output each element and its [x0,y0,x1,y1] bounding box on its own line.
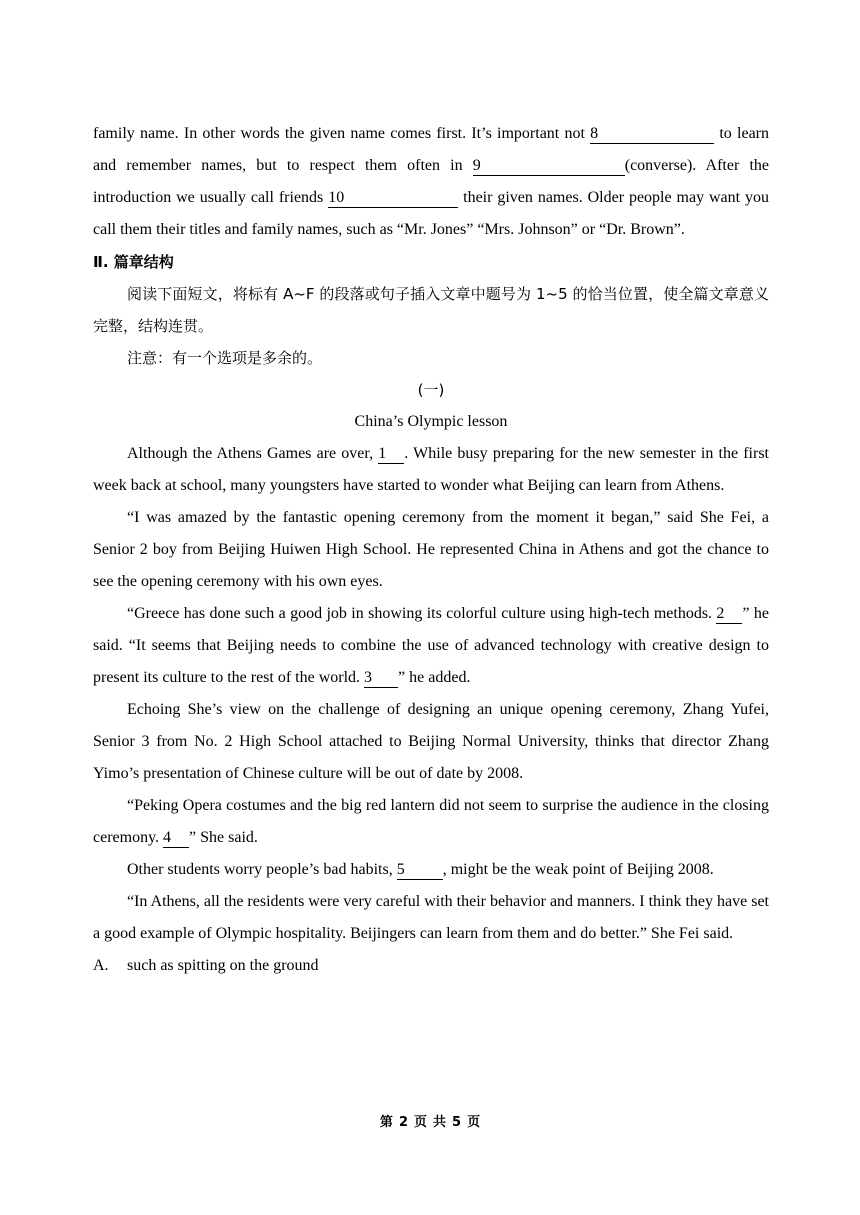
paragraph-text: . While busy preparing for the new semester in the first week back at school, many youngsters have started to wonder what Beijing can learn from Athens. [93,445,769,494]
footer-text: 共 [433,1115,447,1130]
paragraph-text: “Greece has done such a good job in showing its colorful culture using high-tech methods. [127,605,717,622]
blank-8[interactable] [590,125,714,144]
blank-4[interactable] [163,829,189,848]
article-paragraph-7: “In Athens, all the residents were very careful with their behavior and manners. I think they have set a good example of Olympic hospitality. Beijingers can learn from them and do better.” She Fei said. [93,893,769,942]
page-number: 2 [398,1115,408,1130]
blank-1[interactable] [378,445,404,464]
blank-5[interactable] [397,861,443,880]
blank-number: 10 [328,189,345,206]
footer-text: 页 [413,1115,427,1130]
option-a[interactable] [93,950,769,982]
passage-text: their given names. Older people may want you call them their titles and family names, such as “Mr. Jones” “Mrs. Johnson” or “Dr. Brown”. [93,189,770,238]
paragraph-text: , might be the weak point of Beijing 2008. [442,861,714,878]
blank-10[interactable] [328,189,458,208]
section-instruction: 阅读下面短文，将标有 A~F 的段落或句子插入文章中题号为 1~5 的恰当位置，使全篇文章意义完整，结构连贯。 [93,285,769,335]
paragraph-text: Other students worry people’s bad habits, [127,861,397,878]
blank-number: 8 [590,125,599,142]
article-paragraph-1 [93,438,769,502]
article-title: China’s Olympic lesson [354,413,508,430]
page-footer [0,1113,860,1133]
passage-text: (converse). After the introduction we usually call friends [93,157,769,206]
article-paragraph-6 [93,854,769,886]
total-pages: 5 [452,1115,462,1130]
option-text: such as spitting on the ground [127,957,319,974]
blank-number: 1 [378,445,387,462]
section-note: 注意：有一个选项是多余的。 [127,349,323,367]
passage-continuation [93,118,769,246]
blank-number: 9 [472,157,481,174]
option-label: A. [93,957,109,974]
paragraph-text: ” he said. “It seems that Beijing needs to combine the use of advanced technology with creative design to present its culture to the rest of the world. [93,605,769,686]
blank-9[interactable] [473,157,625,176]
paragraph-text: ” She said. [189,829,258,846]
part-label: (一) [417,381,445,399]
blank-2[interactable] [716,605,742,624]
footer-text: 页 [467,1115,481,1130]
blank-number: 2 [716,605,725,622]
article-paragraph-3 [93,598,769,694]
footer-text: 第 [379,1115,393,1130]
blank-3[interactable] [364,669,398,688]
passage-text: family name. In other words the given name comes first. It’s important not [93,125,591,142]
article-paragraph-5 [93,790,769,854]
blank-number: 4 [163,829,172,846]
article-paragraph-4: Echoing She’s view on the challenge of designing an unique opening ceremony, Zhang Yufei, Senior 3 from No. 2 High School attached to Beijing Normal University, thinks that director Zhang Yimo’s presentation of Chinese culture will be out of date by 2008. [93,701,769,782]
paragraph-text: “Peking Opera costumes and the big red lantern did not seem to surprise the audience in the closing ceremony. [93,797,769,846]
page-content [93,118,769,982]
article-paragraph-2: “I was amazed by the fantastic opening ceremony from the moment it began,” said She Fei, a Senior 2 boy from Beijing Huiwen High School. He represented China in Athens and got the chance to see the opening ceremony with his own eyes. [93,509,769,590]
blank-number: 5 [396,861,405,878]
passage-text: to learn and remember names, but to respect them often in [93,125,770,174]
section-heading: Ⅱ. 篇章结构 [93,253,174,271]
paragraph-text: Although the Athens Games are over, [127,445,379,462]
paragraph-text: ” he added. [398,669,471,686]
blank-number: 3 [364,669,373,686]
